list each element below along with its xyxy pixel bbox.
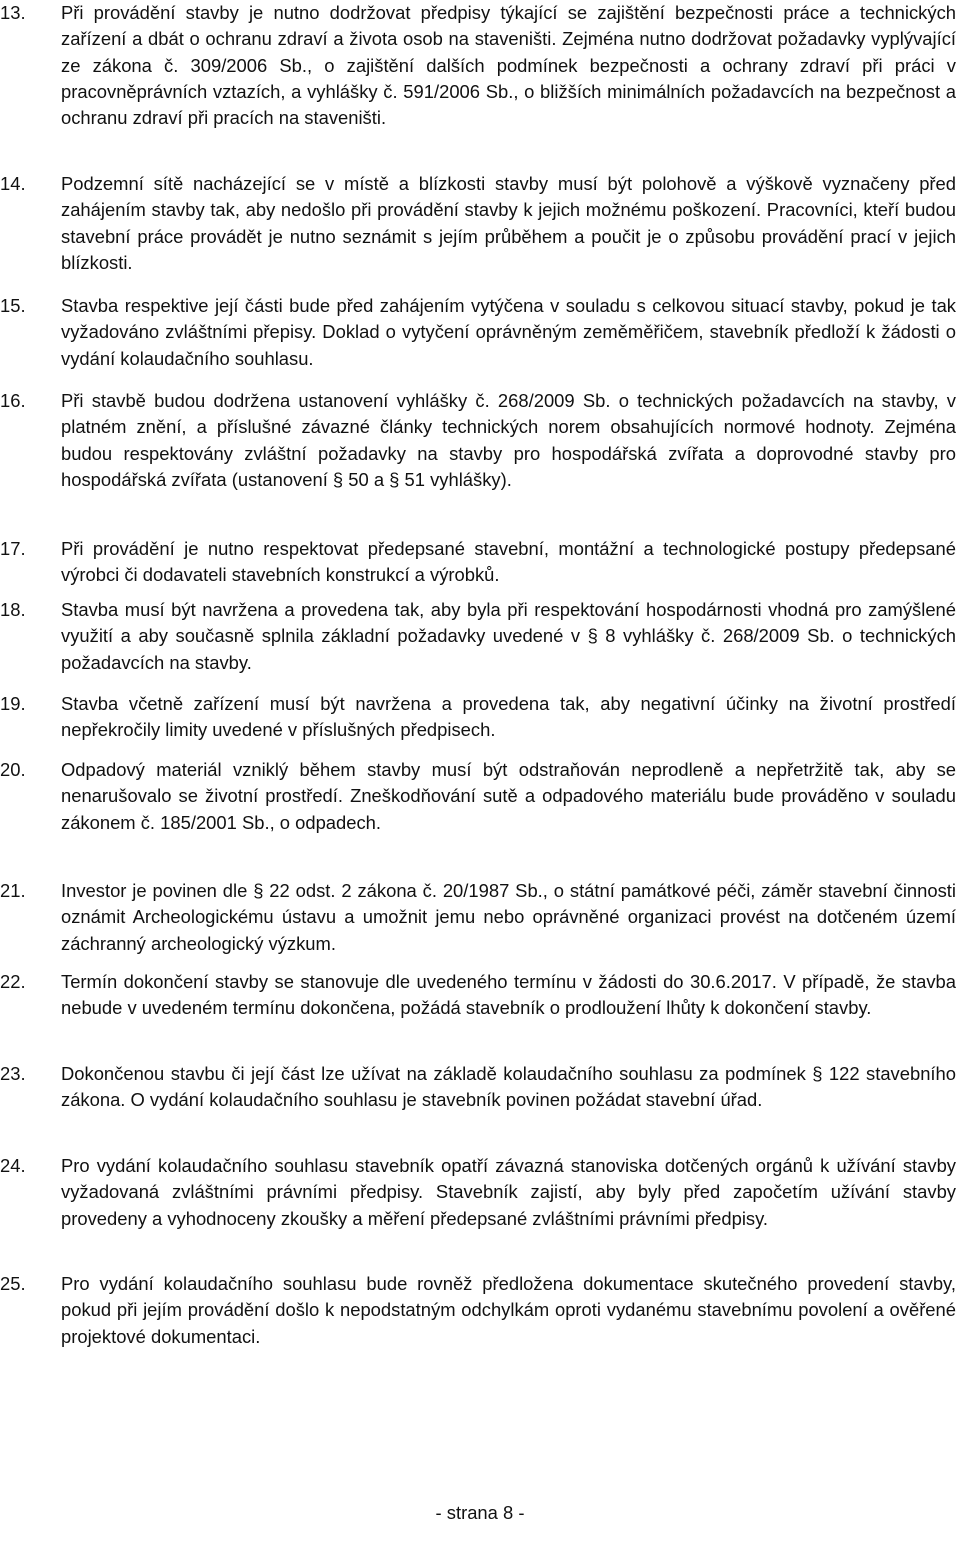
item-text: Termín dokončení stavby se stanovuje dle uvedeného termínu v žádosti do 30.6.2017. V případě, že stavba nebude v uvedeném termínu dokončena, požádá stavebník o prodloužení lhůty k dokončení stavby. bbox=[61, 971, 956, 1019]
item-text: Při stavbě budou dodržena ustanovení vyhlášky č. 268/2009 Sb. o technických požadavcích na stavby, v platném znění, a příslušné závazné články technických norem obsahujících normové hodnoty. Zejména budou respektovány zvláštní požadavky na stavby pro hospodářská zvířata a doprovodné stavby pro hospodářská zvířata (ustanovení § 50 a § 51 vyhlášky). bbox=[61, 390, 956, 490]
item-text: Pro vydání kolaudačního souhlasu stavebník opatří závazná stanoviska dotčených orgánů k užívání stavby vyžadovaná zvláštními právními předpisy. Stavebník zajistí, aby byly před započetím užívání stavby provedeny a vyhodnoceny zkoušky a měření předepsané zvláštními právními předpisy. bbox=[61, 1155, 956, 1229]
item-number: 17. bbox=[0, 538, 26, 559]
item-text: Stavba včetně zařízení musí být navržena a provedena tak, aby negativní účinky na životní prostředí nepřekročily limity uvedené v příslušných předpisech. bbox=[61, 693, 956, 741]
item-number: 21. bbox=[0, 880, 26, 901]
item-number: 15. bbox=[0, 295, 26, 316]
item-number: 14. bbox=[0, 173, 26, 194]
item-number: 20. bbox=[0, 759, 26, 780]
item-number: 19. bbox=[0, 693, 26, 714]
item-number: 22. bbox=[0, 971, 26, 992]
item-text: Podzemní sítě nacházející se v místě a blízkosti stavby musí být polohově a výškově vyznačeny před zahájením stavby tak, aby nedošlo při provádění stavby k jejich možnému poškození. Pracovníci, kteří budou stavební práce provádět je nutno seznámit s jejím průběhem a poučit je o způsobu provádění prací v jejich blízkosti. bbox=[61, 173, 956, 273]
item-text: Stavba musí být navržena a provedena tak, aby byla při respektování hospodárnosti vhodná pro zamýšlené využití a aby současně splnila základní požadavky uvedené v § 8 vyhlášky č. 268/2009 Sb. o technických požadavcích na stavby. bbox=[61, 599, 956, 673]
item-number: 18. bbox=[0, 599, 26, 620]
item-text: Investor je povinen dle § 22 odst. 2 zákona č. 20/1987 Sb., o státní památkové péči, záměr stavební činnosti oznámit Archeologickému ústavu a umožnit jemu nebo oprávněné organizaci provést na dotčeném území záchranný archeologický výzkum. bbox=[61, 880, 956, 954]
item-number: 24. bbox=[0, 1155, 26, 1176]
item-number: 13. bbox=[0, 2, 26, 23]
item-text: Stavba respektive její části bude před zahájením vytýčena v souladu s celkovou situací stavby, pokud je tak vyžadováno zvláštními přepisy. Doklad o vytyčení oprávněným zeměměřičem, stavebník předloží k žádosti o vydání kolaudačního souhlasu. bbox=[61, 295, 956, 369]
page-number: - strana 8 - bbox=[435, 1502, 525, 1523]
item-number: 23. bbox=[0, 1063, 26, 1084]
item-number: 25. bbox=[0, 1273, 26, 1294]
item-text: Při provádění stavby je nutno dodržovat předpisy týkající se zajištění bezpečnosti práce a technických zařízení a dbát o ochranu zdraví a života osob na staveništi. Zejména nutno dodržovat požadavky vyplývající ze zákona č. 309/2006 Sb., o zajištění dalších podmínek bezpečnosti a ochrany zdraví při práci v pracovněprávních vztazích, a vyhlášky č. 591/2006 Sb., o bližších minimálních požadavcích na bezpečnost a ochranu zdraví při pracích na staveništi. bbox=[61, 2, 956, 129]
item-text: Při provádění je nutno respektovat předepsané stavební, montážní a technologické postupy předepsané výrobci či dodavateli stavebních konstrukcí a výrobků. bbox=[61, 538, 956, 586]
item-number: 16. bbox=[0, 390, 26, 411]
item-text: Dokončenou stavbu či její část lze užívat na základě kolaudačního souhlasu za podmínek § 122 stavebního zákona. O vydání kolaudačního souhlasu je stavebník povinen požádat stavební úřad. bbox=[61, 1063, 956, 1111]
item-text: Pro vydání kolaudačního souhlasu bude rovněž předložena dokumentace skutečného provedení stavby, pokud při jejím provádění došlo k nepodstatným odchylkám oproti vydanému stavebnímu povolení a ověřené projektové dokumentaci. bbox=[61, 1273, 956, 1347]
item-text: Odpadový materiál vzniklý během stavby musí být odstraňován neprodleně a nepřetržitě tak, aby se nenarušovalo se životní prostředí. Zneškodňování sutě a odpadového materiálu bude prováděno v souladu zákonem č. 185/2001 Sb., o odpadech. bbox=[61, 759, 956, 833]
